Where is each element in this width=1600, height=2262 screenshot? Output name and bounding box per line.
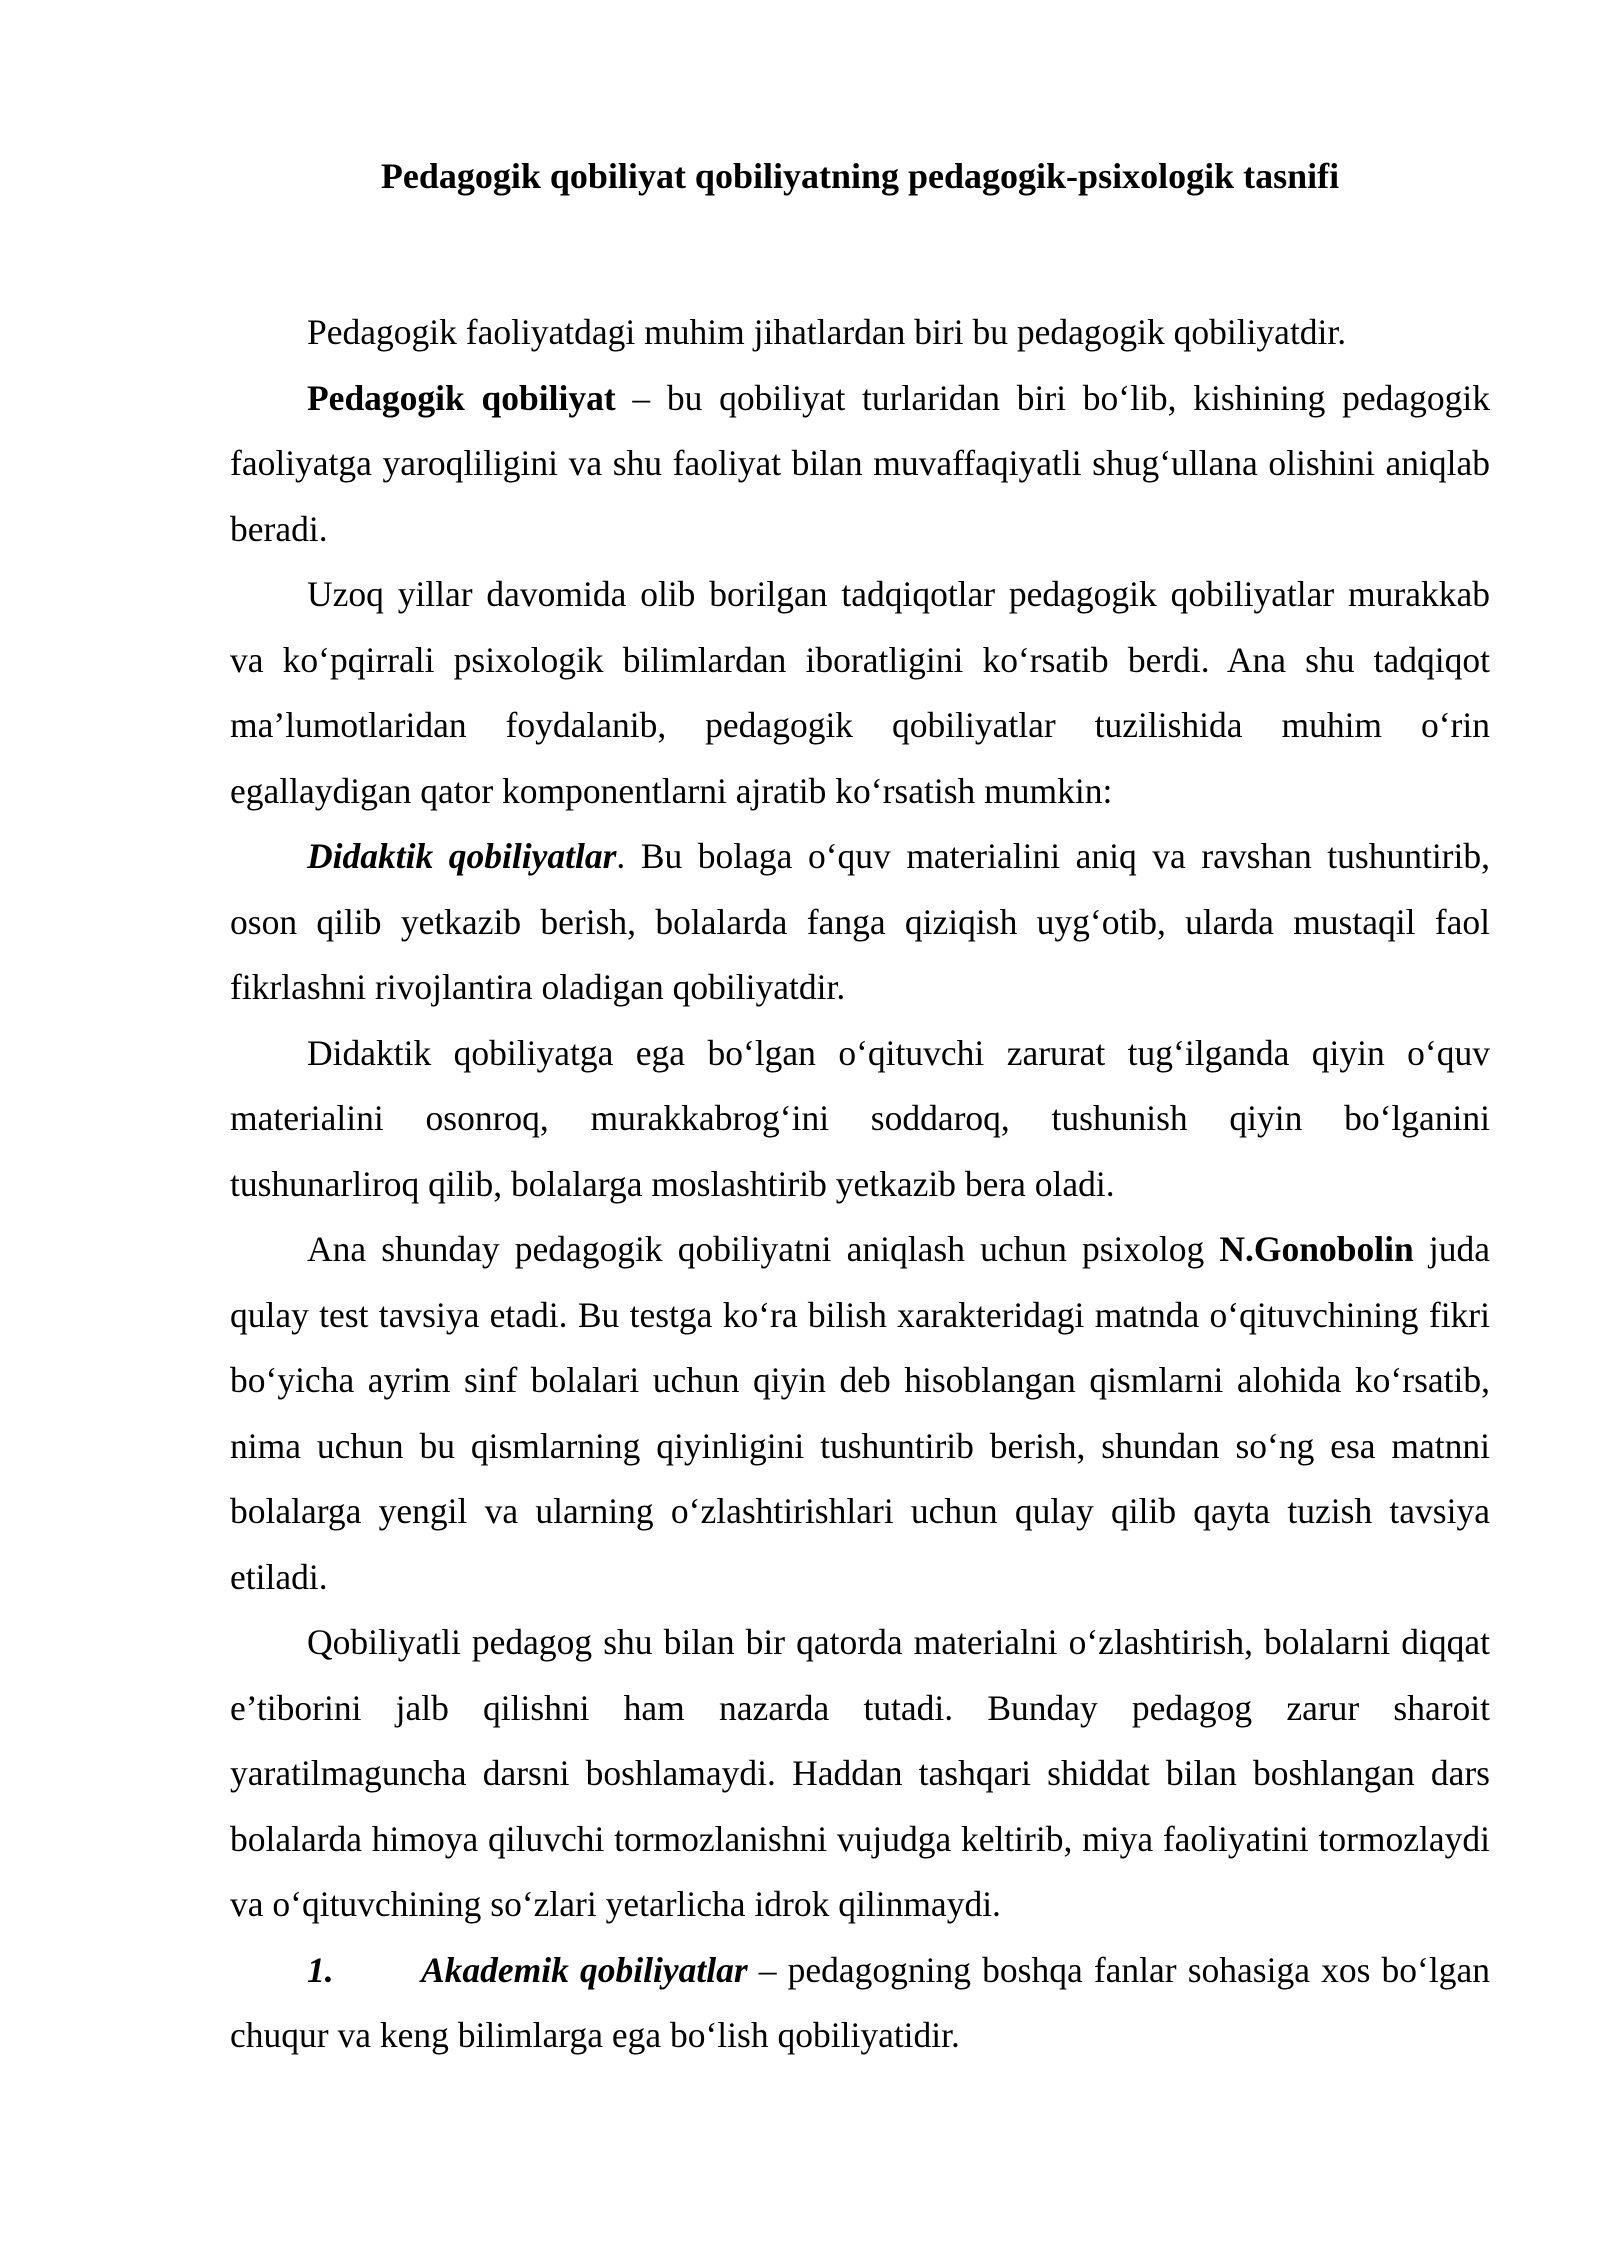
paragraph-didactic	[230, 824, 1490, 1021]
list-number: 1.	[307, 1949, 334, 1990]
term-pedagogik-qobiliyat: Pedagogik qobiliyat	[307, 377, 616, 418]
paragraph-intro: Pedagogik faoliyatdagi muhim jihatlardan biri bu pedagogik qobiliyatdir.	[307, 312, 1347, 352]
paragraph-gonobolin-before: Ana shunday pedagogik qobiliyatni aniqlash uchun psixolog	[307, 1229, 1220, 1269]
paragraph-didactic-teacher: Didaktik qobiliyatga ega bo‘lgan o‘qituvchi zarurat tug‘ilganda qiyin o‘quv materialini osonroq, murakkabrog‘ini soddaroq, tushunish qiyin bo‘lganini tushunarliroq qilib, bolalarga moslashtirib yetkazib bera oladi.	[230, 1032, 1490, 1204]
term-akademik-qobiliyatlar: Akademik qobiliyatlar	[421, 1949, 748, 1990]
list-item-academic-text: – pedagogning boshqa fanlar sohasiga xos bo‘lgan chuqur va keng bilimlarga ega bo‘lish qobiliyatidir.	[230, 1949, 1490, 2055]
author-name: N.Gonobolin	[1219, 1229, 1414, 1269]
paragraph-research: Uzoq yillar davomida olib borilgan tadqiqotlar pedagogik qobiliyatlar murakkab va ko‘pqirrali psixologik bilimlardan iboratligini ko‘rsatib berdi. Ana shu tadqiqot ma’lumotlaridan foydalanib, pedagogik qobiliyatlar tuzilishida muhim o‘rin egallaydigan qator komponentlarni ajratib ko‘rsatish mumkin:	[230, 574, 1490, 811]
list-item-academic	[230, 1938, 1490, 2069]
paragraph-capable-pedagogue: Qobiliyatli pedagog shu bilan bir qatorda materialni o‘zlashtirish, bolalarni diqqat e’tiborini jalb qilishni ham nazarda tutadi. Bunday pedagog zarur sharoit yaratilmaguncha darsni boshlamaydi. Haddan tashqari shiddat bilan boshlangan dars bolalarda himoya qiluvchi tormozlanishni vujudga keltirib, miya faoliyatini tormozlaydi va o‘qituvchining so‘zlari yetarlicha idrok qilinmaydi.	[230, 1622, 1490, 1924]
document-body	[230, 300, 1490, 2069]
term-didaktik-qobiliyatlar: Didaktik qobiliyatlar	[307, 836, 617, 876]
paragraph-didactic-text: . Bu bolaga o‘quv materialini aniq va ravshan tushuntirib, oson qilib yetkazib berish, bolalarda fanga qiziqish uyg‘otib, ularda mustaqil faol fikrlashni rivojlantira oladigan qobiliyatdir.	[230, 836, 1490, 1007]
document-title: Pedagogik qobiliyat qobiliyatning pedagogik-psixologik tasnifi	[380, 156, 1340, 196]
paragraph-gonobolin-test	[230, 1217, 1490, 1610]
paragraph-gonobolin-after: juda qulay test tavsiya etadi. Bu testga ko‘ra bilish xarakteridagi matnda o‘qituvchining fikri bo‘yicha ayrim sinf bolalari uchun qiyin deb hisoblangan qismlarni alohida ko‘rsatib, nima uchun bu qismlarning qiyinligini tushuntirib berish, shundan so‘ng esa matnni bolalarga yengil va ularning o‘zlashtirishlari uchun qulay qilib qayta tuzish tavsiya etiladi.	[230, 1229, 1490, 1597]
paragraph-definition	[230, 366, 1490, 563]
paragraph-definition-text: – bu qobiliyat turlaridan biri bo‘lib, kishining pedagogik faoliyatga yaroqliligini va shu faoliyat bilan muvaffaqiyatli shug‘ullana olishini aniqlab beradi.	[230, 377, 1490, 549]
